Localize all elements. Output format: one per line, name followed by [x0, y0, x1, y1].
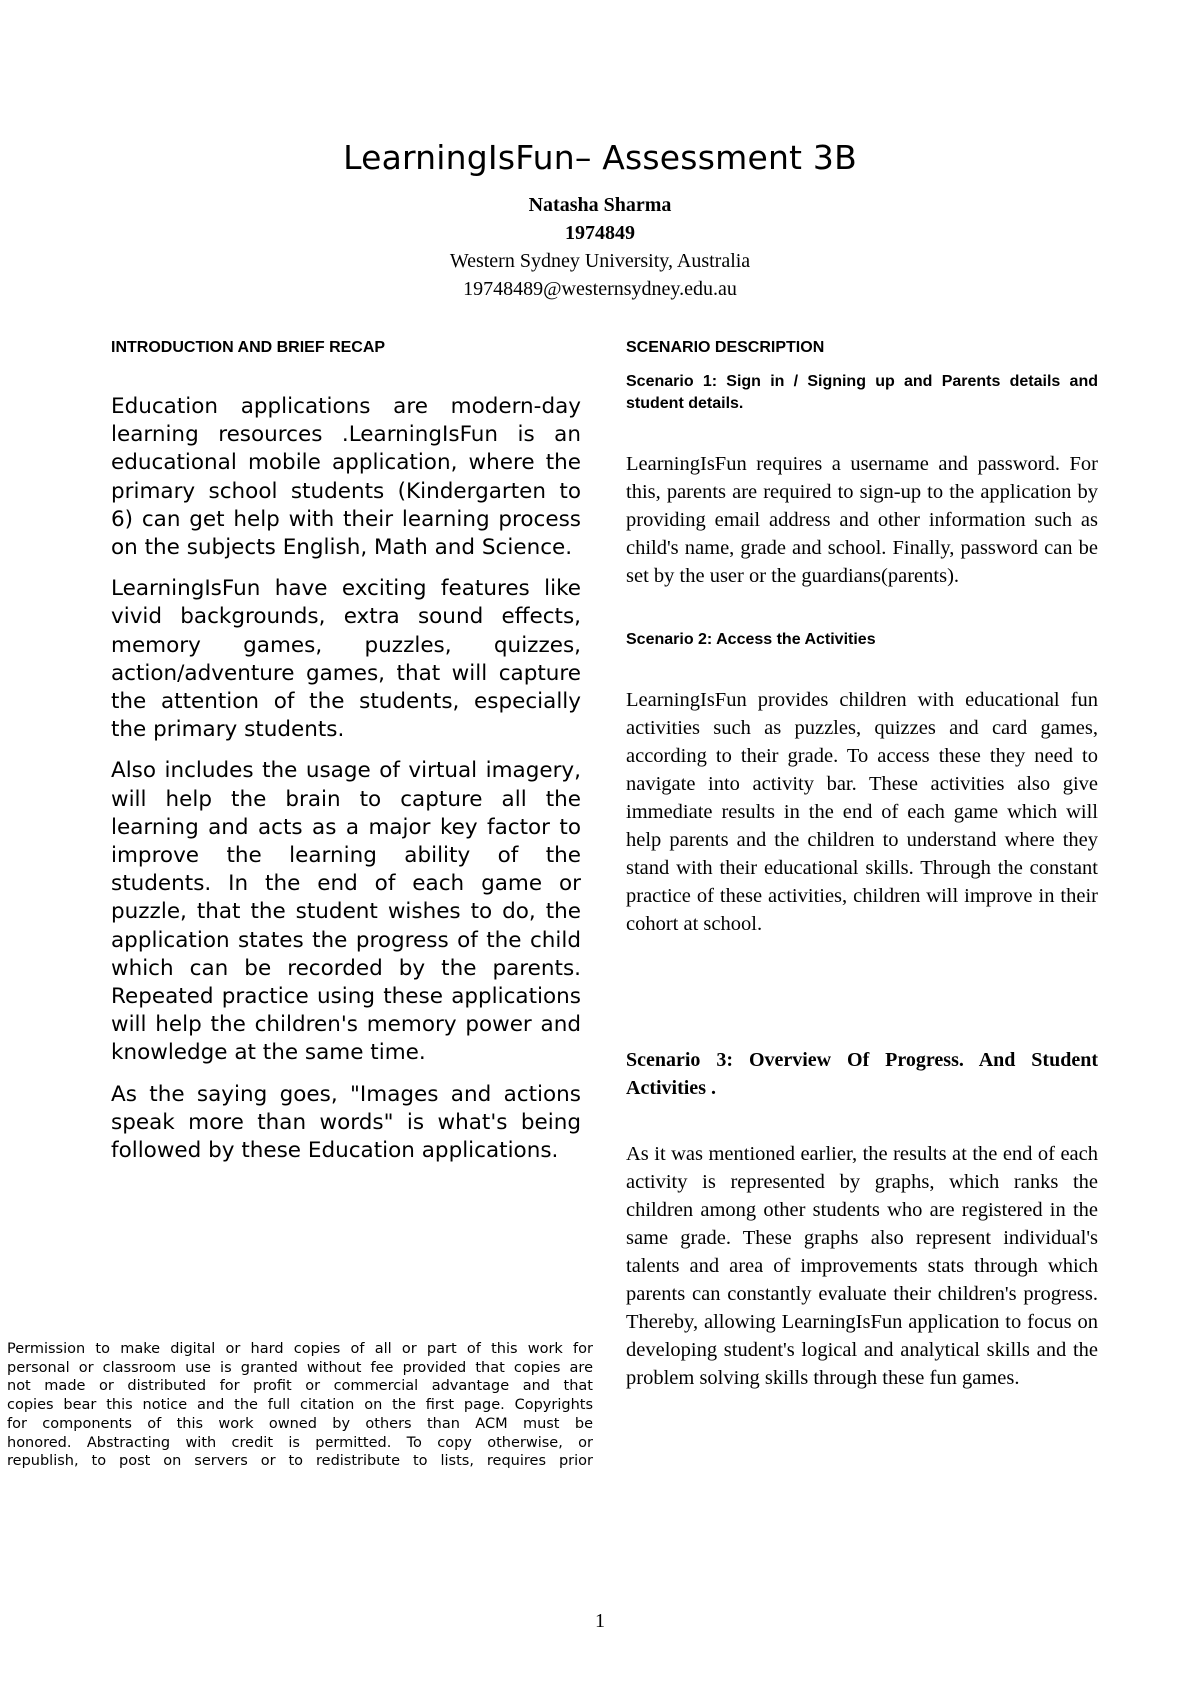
section-heading-scenario: SCENARIO DESCRIPTION [626, 339, 825, 356]
permission-line: republish, to post on servers or to redistribute to lists, requires prior [7, 1453, 593, 1470]
introduction-body [111, 393, 581, 1178]
permission-notice [7, 1340, 593, 1592]
permission-line: personal or classroom use is granted without fee provided that copies are [7, 1359, 593, 1376]
section-heading-introduction: INTRODUCTION AND BRIEF RECAP [111, 339, 386, 356]
paper-title: LearningIsFun– Assessment 3B [343, 138, 857, 177]
author-affiliation: Western Sydney University, Australia [449, 250, 751, 272]
permission-line: for components of this work owned by others than ACM must be [7, 1415, 593, 1432]
scenario-2-title: Scenario 2: Access the Activities [626, 631, 876, 648]
scenario-3-title: Scenario 3: Overview Of Progress. And Student Activities . [626, 1049, 1098, 1099]
intro-paragraph: Also includes the usage of virtual imagery, will help the brain to capture all the learning and acts as a major key factor to improve the learning ability of the students. In the end of each game or puzzle, that the student wishes to do, the application states the progress of the child which can be recorded by the parents. Repeated practice using these applications will help the children's memory power and knowledge at the same time. [111, 758, 581, 1066]
author-email: 19748489@westernsydney.edu.au [463, 278, 737, 300]
intro-paragraph: As the saying goes, "Images and actions speak more than words" is what's being followed by these Education applications. [111, 1081, 581, 1164]
intro-paragraph: LearningIsFun have exciting features like vivid backgrounds, extra sound effects, memory games, puzzles, quizzes, action/adventure games, that will capture the attention of the students, especially the primary students. [111, 576, 581, 743]
permission-line: Permission to make digital or hard copies of all or part of this work for [7, 1341, 593, 1357]
author-name: Natasha Sharma [528, 194, 672, 216]
intro-paragraph: Education applications are modern-day learning resources .LearningIsFun is an educational mobile application, where the primary school students (Kindergarten to 6) can get help with their learning process on the subjects English, Math and Science. [111, 394, 581, 561]
student-id: 1974849 [565, 222, 635, 244]
permission-line: copies bear this notice and the full citation on the first page. Copyrights [7, 1397, 593, 1414]
scenario-1-text: LearningIsFun requires a username and password. For this, parents are required to sign-up to the application by providing email address and other information such as child's name, grade and school. Finally, password can be set by the user or the guardians(parents). [626, 453, 1098, 587]
scenario-3-text: As it was mentioned earlier, the results at the end of each activity is represented by graphs, which ranks the children among other students who are registered in the same grade. These graphs also represent individual's talents and area of improvements stats through which parents can constantly evaluate their children's progress. Thereby, allowing LearningIsFun application to focus on developing student's logical and analytical skills and the problem solving skills through these fun games. [626, 1143, 1098, 1389]
scenario-1-title: Scenario 1: Sign in / Signing up and Parents details and student details. [626, 373, 1098, 412]
scenario-2-text: LearningIsFun provides children with educational fun activities such as puzzles, quizzes and card games, according to their grade. To access these they need to navigate into activity bar. These activities also give immediate results in the end of each game which will help parents and the children to understand where they stand with their educational skills. Through the constant practice of these activities, children will improve in their cohort at school. [626, 689, 1098, 935]
page-number: 1 [595, 1610, 605, 1632]
permission-line: honored. Abstracting with credit is permitted. To copy otherwise, or [7, 1434, 593, 1451]
permission-line: not made or distributed for profit or commercial advantage and that [7, 1378, 593, 1395]
